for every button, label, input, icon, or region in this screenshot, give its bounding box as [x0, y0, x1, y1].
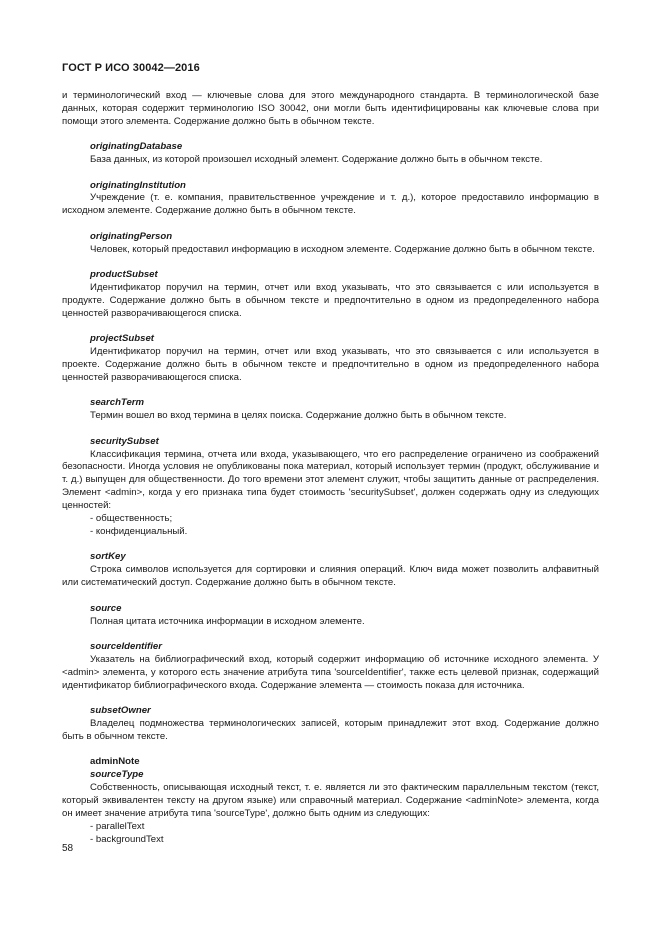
- entry-description: Собственность, описывающая исходный текст, т. е. является ли это фактическим параллельным текстом (текст, который эквивалентен тексту на другом языке) или справочный материал. Содержание <adminNote> элемента, когда он имеет значение атрибута типа 'sourceType', должно быть одним из следующих:: [62, 782, 599, 819]
- list-item: - общественность;: [90, 513, 173, 525]
- section-heading: adminNote: [90, 756, 140, 768]
- list-item: - parallelText: [90, 820, 145, 832]
- document-header: ГОСТ Р ИСО 30042—2016: [62, 62, 200, 74]
- entry-originating-database: [62, 141, 599, 167]
- document-body: [62, 90, 599, 847]
- entry-source: [62, 603, 599, 629]
- page-number: 58: [62, 843, 74, 854]
- entry-description: Человек, который предоставил информацию в исходном элементе. Содержание должно быть в обычном тексте.: [90, 243, 595, 255]
- entry-term: originatingPerson: [90, 230, 173, 242]
- entry-description: Учреждение (т. е. компания, правительственное учреждение и т. д.), которое предоставило информацию в исходном элементе. Содержание должно быть в обычном тексте.: [62, 192, 599, 217]
- entry-term: productSubset: [90, 269, 158, 281]
- entry-subset-owner: [62, 705, 599, 744]
- intro-paragraph: и терминологический вход — ключевые слова для этого международного стандарта. В терминологической базе данных, которая содержит терминологию ISO 30042, они могли быть идентифицированы как ключевые слова при помощи этого элемента. Содержание должно быть в обычном тексте.: [62, 90, 599, 127]
- entry-originating-institution: [62, 180, 599, 219]
- entry-description: Классификация термина, отчета или входа, указывающего, что его распределение ограничено из соображений безопасности. Иногда условия не опубликованы пока материал, который использует термин (продукт, обслуживание и т. д.) выпущен для общественности. До того времени этот элемент служит, чтобы защитить данные от распределения. Элемент <admin>, когда у его признака типа будет стоимость 'securitySubset', должен содержать одну из следующих ценностей:: [62, 448, 599, 512]
- entry-term: sourceType: [90, 769, 144, 781]
- entry-term: projectSubset: [90, 333, 154, 345]
- entry-project-subset: [62, 333, 599, 385]
- entry-sort-key: [62, 551, 599, 590]
- entry-term: sortKey: [90, 551, 126, 563]
- entry-description: Полная цитата источника информации в исходном элементе.: [90, 615, 365, 627]
- entry-description: Термин вошел во вход термина в целях поиска. Содержание должно быть в обычном тексте.: [90, 410, 507, 422]
- entry-description: Строка символов используется для сортировки и слияния операций. Ключ вида может позволить алфавитный или систематический доступ. Содержание должно быть в обычном тексте.: [62, 564, 599, 589]
- list-item: - backgroundText: [90, 833, 164, 845]
- entry-term: securitySubset: [90, 435, 159, 447]
- entry-description: Идентификатор поручил на термин, отчет или вход указывать, что это связывается с или используется в проекте. Содержание должно быть в обычном тексте и предпочтительно в одном из предопределенного набора ценностей разворачивающегося списка.: [62, 346, 599, 383]
- entry-term: searchTerm: [90, 397, 145, 409]
- list-item: - конфиденциальный.: [90, 525, 188, 537]
- entry-description: База данных, из которой произошел исходный элемент. Содержание должно быть в обычном тексте.: [90, 154, 543, 166]
- entry-term: sourceIdentifier: [90, 640, 162, 652]
- entry-product-subset: [62, 269, 599, 321]
- entry-description: Идентификатор поручил на термин, отчет или вход указывать, что это связывается с или используется в продукте. Содержание должно быть в обычном тексте и предпочтительно в одном из предопределенного набора ценностей разворачивающегося списка.: [62, 281, 599, 319]
- entry-description: Владелец подмножества терминологических записей, которым принадлежит этот вход. Содержание должно быть в обычном тексте.: [62, 717, 599, 742]
- entry-term: source: [90, 602, 122, 614]
- entry-description: Указатель на библиографический вход, который содержит информацию об источнике исходного элемента. У <admin> элемента, у которого есть значение атрибута типа 'sourceIdentifier', также есть целевой признак, содержащий идентификатор библиографического входа. Содержание элемента — стоимость показа для источника.: [62, 653, 599, 691]
- entry-term: originatingInstitution: [90, 179, 186, 191]
- entry-originating-person: [62, 231, 599, 257]
- entry-admin-note: [62, 756, 599, 846]
- entry-security-subset: [62, 436, 599, 539]
- entry-search-term: [62, 397, 599, 423]
- entry-term: originatingDatabase: [90, 141, 183, 153]
- entry-term: subsetOwner: [90, 705, 151, 717]
- entry-source-identifier: [62, 641, 599, 693]
